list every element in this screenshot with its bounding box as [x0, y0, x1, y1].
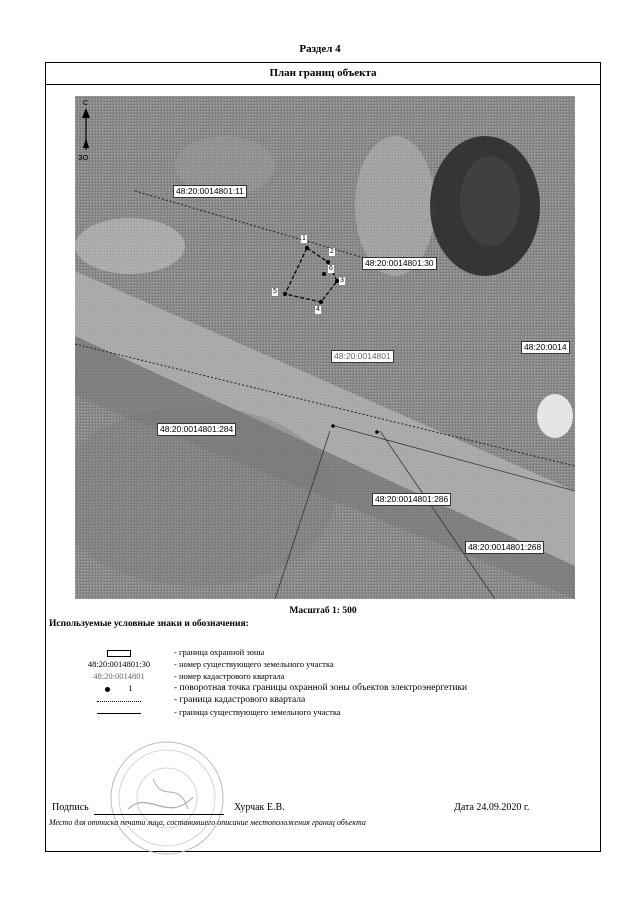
legend-text-zone: - граница охранной зоны	[174, 647, 265, 657]
signature-line	[94, 814, 224, 815]
point-label-2: 2	[330, 248, 334, 255]
north-arrow	[78, 98, 98, 168]
point-label-1: 1	[302, 235, 306, 242]
point-label-3: 3	[340, 277, 344, 284]
parcel-label-0014: 48:20:0014	[521, 341, 570, 354]
quarter-number-sample: 48:20:0014801	[93, 671, 145, 681]
quarter-boundary-symbol	[74, 694, 164, 706]
legend-text-parcel-boundary: - граница существующего земельного участка	[174, 707, 341, 717]
legend-row-parcel-number	[46, 658, 600, 670]
legend-row-zone	[46, 646, 600, 658]
parcel-label-11: 48:20:0014801:11	[173, 185, 247, 198]
quarter-label: 48:20:0014801	[331, 350, 394, 363]
signature-label: Подпись	[52, 802, 89, 813]
aerial-map	[75, 96, 575, 599]
legend-row-turning-point	[46, 682, 600, 694]
scale-text: Масштаб 1: 500	[289, 606, 357, 616]
parcel-label-284: 48:20:0014801:284	[157, 423, 236, 436]
north-letter: С	[83, 98, 89, 107]
parcel-number-sample: 48:20:0014801:30	[87, 659, 151, 669]
signer-name: Хурчак Е.В.	[234, 802, 285, 813]
stamp-seal	[108, 739, 226, 857]
point-label-5: 5	[273, 288, 277, 295]
parcel-label-268: 48:20:0014801:268	[465, 541, 544, 554]
legend-text-quarter-number: - номер кадастрового квартала	[174, 671, 285, 681]
parcel-label-286: 48:20:0014801:286	[372, 493, 451, 506]
point-label-4: 4	[316, 306, 320, 313]
plan-title: План границ объекта	[46, 63, 600, 85]
legend-text-turning-point: - поворотная точка границы охранной зоны объектов электроэнергетики	[174, 683, 468, 693]
parcel-label-30: 48:20:0014801:30	[362, 257, 437, 270]
parcel-boundary-symbol	[74, 706, 164, 718]
signature-date: Дата 24.09.2020 г.	[454, 802, 530, 813]
map-imagery	[75, 96, 575, 599]
turning-point-sample: 1	[128, 683, 133, 693]
legend-row-quarter-boundary	[46, 694, 600, 706]
scale-letter: ЗО	[78, 153, 89, 162]
legend-title: Используемые условные знаки и обозначения:	[49, 619, 249, 629]
point-label-6: 6	[329, 265, 333, 272]
signature-row	[49, 800, 589, 816]
legend-text-parcel-number: - номер существующего земельного участка	[174, 659, 334, 669]
turning-point-symbol	[74, 682, 164, 694]
stamp-note: Место для оттиска печати лица, составившего описание местоположения границ объекта	[49, 818, 366, 827]
legend-row-parcel-boundary	[46, 706, 600, 718]
section-title: Раздел 4	[299, 43, 341, 55]
legend-row-quarter-number	[46, 670, 600, 682]
zone-boundary-symbol	[74, 646, 164, 658]
document-frame	[45, 62, 601, 852]
legend-text-quarter-boundary: - граница кадастрового квартала	[174, 695, 306, 705]
